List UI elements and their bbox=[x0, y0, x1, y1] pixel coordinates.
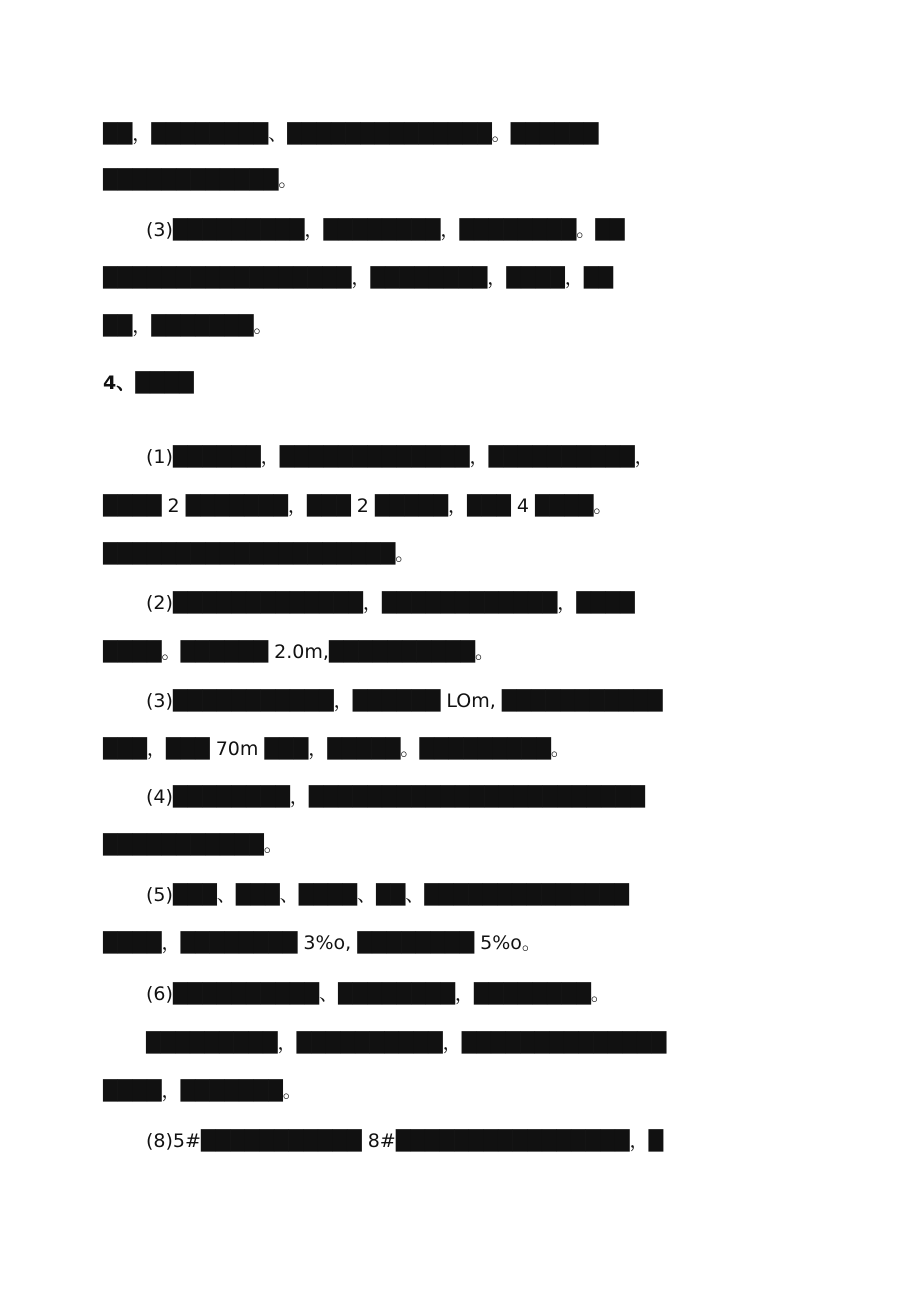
text-line: ███，███ 70m ███，█████。█████████。 bbox=[103, 738, 570, 760]
text-line: (5)███、███、████、██、██████████████ bbox=[146, 884, 629, 906]
text-line: (4)████████，███████████████████████ bbox=[146, 786, 645, 808]
text-line: ███████████。 bbox=[103, 834, 283, 856]
text-line: ██，████████、██████████████。██████ bbox=[103, 123, 599, 145]
text-line: (2)█████████████，████████████，████ bbox=[146, 592, 635, 614]
text-line: (3)█████████，████████，████████。██ bbox=[146, 219, 625, 241]
text-line: ████ 2 ███████，███ 2 █████，███ 4 ████。 bbox=[103, 495, 613, 517]
text-line: (3)███████████，██████ LOm, ███████████ bbox=[146, 690, 663, 712]
text-line: ████████████。 bbox=[103, 169, 298, 191]
text-line: (1)██████，█████████████，██████████， bbox=[146, 446, 654, 468]
section-heading: 4、████ bbox=[103, 372, 194, 394]
text-line: ████，████████ 3%o, ████████ 5%o。 bbox=[103, 932, 541, 954]
text-line: ████，███████。 bbox=[103, 1080, 302, 1102]
text-line: (8)5#███████████ 8#████████████████，█ bbox=[146, 1130, 664, 1152]
text-line: █████████████████，████████，████，██ bbox=[103, 267, 613, 289]
text-line: █████████，██████████，██████████████ bbox=[146, 1032, 667, 1054]
text-line: ██，███████。 bbox=[103, 315, 273, 337]
text-line: (6)██████████、████████，████████。 bbox=[146, 983, 610, 1005]
text-line: ████。██████ 2.0m,██████████。 bbox=[103, 641, 495, 663]
text-line: ████████████████████。 bbox=[103, 543, 415, 565]
